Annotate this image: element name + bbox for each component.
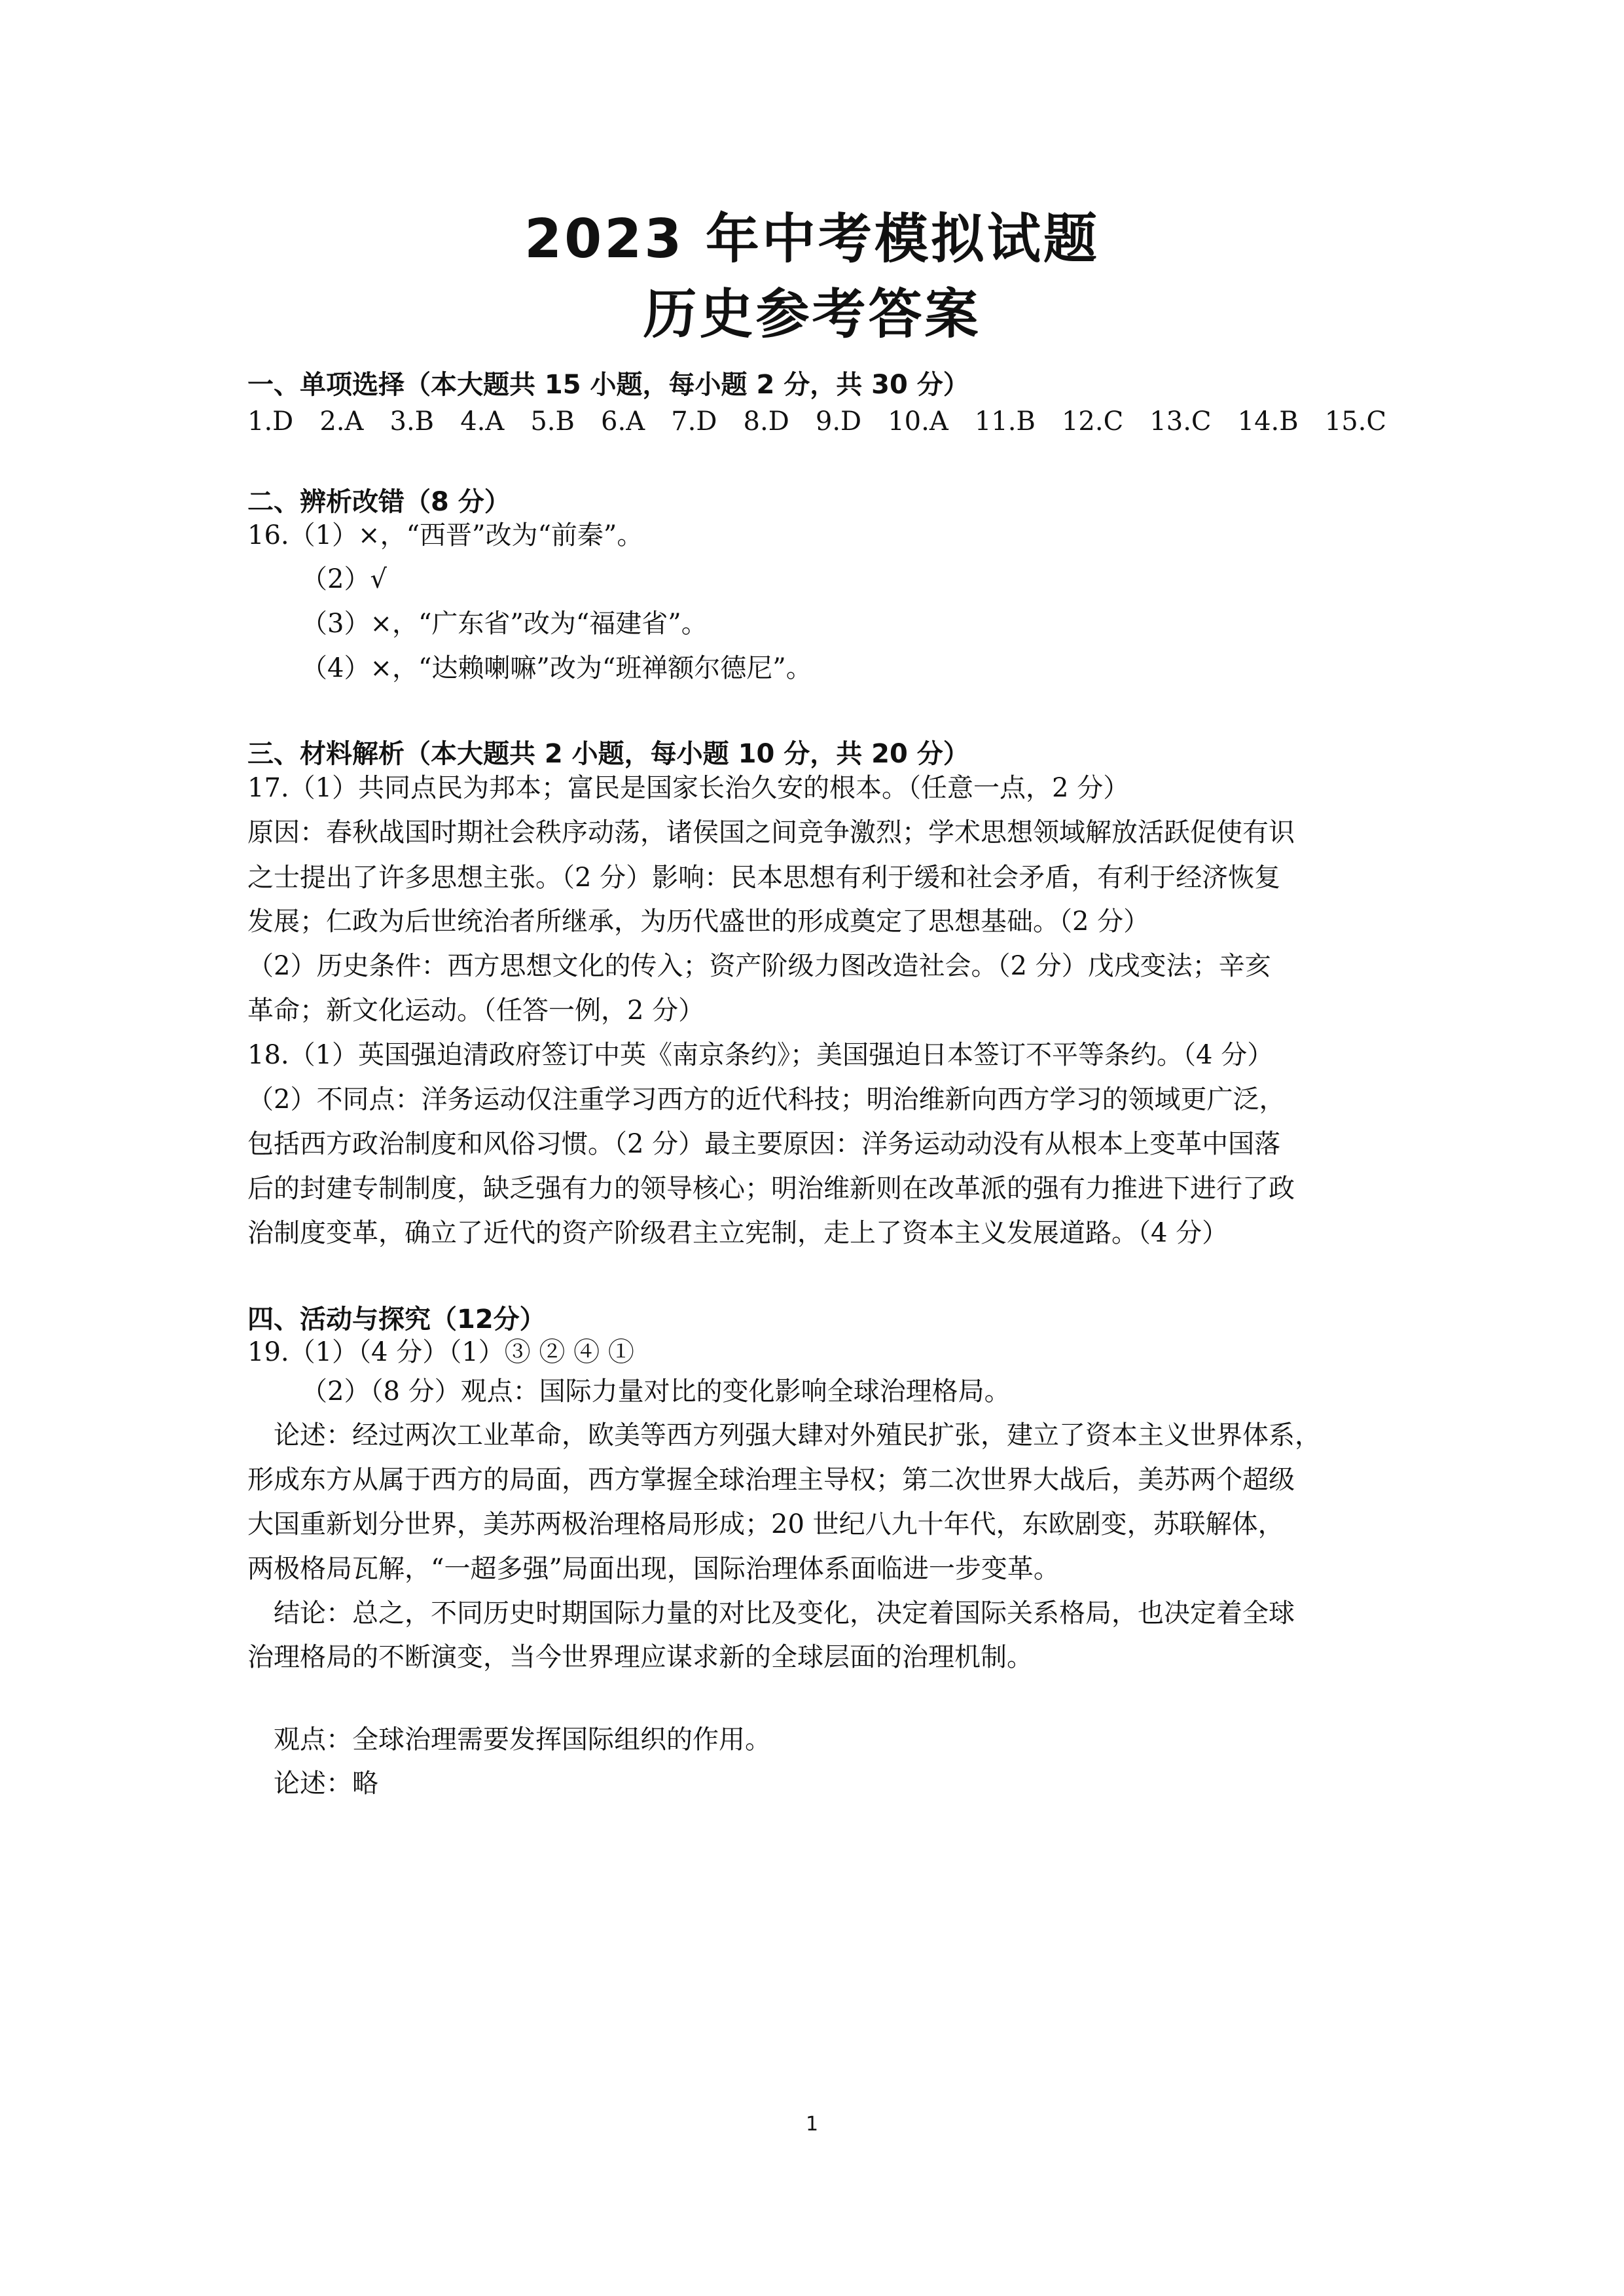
answer-16-line-3: （3）×，“广东省”改为“福建省”。	[301, 609, 708, 639]
answer-10: 10.A	[888, 406, 948, 437]
answer-18-line-3: 包括西方政治制度和风俗习惯。（2 分）最主要原因：洋务运动动没有从根本上变革中国落	[247, 1129, 1281, 1159]
answer-2: 2.A	[319, 406, 364, 437]
answer-19-line-4: 形成东方从属于西方的局面，西方掌握全球治理主导权；第二次世界大战后，美苏两个超级	[247, 1465, 1295, 1495]
answer-12: 12.C	[1061, 406, 1124, 437]
answer-7: 7.D	[671, 406, 717, 437]
section1-answer-row	[247, 406, 1386, 437]
answer-19-line-8: 治理格局的不断演变，当今世界理应谋求新的全球层面的治理机制。	[247, 1642, 1033, 1672]
answer-1: 1.D	[247, 406, 294, 437]
answer-13: 13.C	[1149, 406, 1212, 437]
answer-8: 8.D	[743, 406, 789, 437]
answer-17-line-3: 之士提出了许多思想主张。（2 分）影响：民本思想有利于缓和社会矛盾，有利于经济恢复	[247, 863, 1281, 893]
answer-16-line-4: （4）×，“达赖喇嘛”改为“班禅额尔德尼”。	[301, 653, 812, 683]
answer-19-line-1: 19.（1）（4 分）（1）③ ② ④ ①	[247, 1337, 634, 1367]
answer-18-line-2: （2）不同点：洋务运动仅注重学习西方的近代科技；明治维新向西方学习的领域更广泛，	[247, 1085, 1286, 1115]
answer-19-line-3: 论述：经过两次工业革命，欧美等西方列强大肆对外殖民扩张，建立了资本主义世界体系，	[274, 1420, 1321, 1450]
answer-18-line-5: 治制度变革，确立了近代的资产阶级君主立宪制，走上了资本主义发展道路。（4 分）	[247, 1218, 1229, 1248]
answer-18-line-1: 18.（1）英国强迫清政府签订中英《南京条约》；美国强迫日本签订不平等条约。（4 分）	[247, 1040, 1274, 1070]
answer-19-line-7: 结论：总之，不同历史时期国际力量的对比及变化，决定着国际关系格局，也决定着全球	[274, 1598, 1295, 1628]
answer-16-line-1: 16.（1）×，“西晋”改为“前秦”。	[247, 520, 643, 550]
answer-17-line-2: 原因：春秋战国时期社会秩序动荡，诸侯国之间竞争激烈；学术思想领域解放活跃促使有识	[247, 817, 1295, 848]
answer-17-line-4: 发展；仁政为后世统治者所继承，为历代盛世的形成奠定了思想基础。（2 分）	[247, 906, 1150, 937]
page-number: 1	[805, 2113, 819, 2136]
answer-14: 14.B	[1237, 406, 1299, 437]
section4-heading: 四、活动与探究（12分）	[247, 1304, 546, 1335]
section2-heading: 二、辨析改错（8 分）	[247, 487, 511, 517]
answer-17-line-5: （2）历史条件：西方思想文化的传入；资产阶级力图改造社会。（2 分）戊戌变法；辛亥	[247, 951, 1271, 981]
answer-19-line-2: （2）（8 分）观点：国际力量对比的变化影响全球治理格局。	[301, 1376, 1011, 1407]
answer-19-line-9: 观点：全球治理需要发挥国际组织的作用。	[274, 1725, 771, 1755]
answer-18-line-4: 后的封建专制制度，缺乏强有力的领导核心；明治维新则在改革派的强有力推进下进行了政	[247, 1174, 1295, 1204]
answer-17-line-1: 17.（1）共同点民为邦本；富民是国家长治久安的根本。（任意一点，2 分）	[247, 773, 1130, 803]
section3-heading: 三、材料解析（本大题共 2 小题，每小题 10 分，共 20 分）	[247, 739, 969, 769]
answer-15: 15.C	[1324, 406, 1386, 437]
answer-19-line-6: 两极格局瓦解，“一超多强”局面出现，国际治理体系面临进一步变革。	[247, 1554, 1060, 1584]
answer-16-line-2: （2）√	[301, 564, 387, 594]
answer-6: 6.A	[601, 406, 645, 437]
document-title: 2023 年中考模拟试题	[524, 208, 1100, 270]
answer-3: 3.B	[389, 406, 435, 437]
answer-17-line-6: 革命；新文化运动。（任答一例，2 分）	[247, 996, 705, 1026]
answer-19-line-10: 论述：略	[274, 1768, 378, 1799]
answer-5: 5.B	[530, 406, 575, 437]
section1-heading: 一、单项选择（本大题共 15 小题，每小题 2 分，共 30 分）	[247, 370, 969, 400]
answer-4: 4.A	[460, 406, 505, 437]
answer-9: 9.D	[815, 406, 862, 437]
document-subtitle: 历史参考答案	[643, 283, 981, 346]
answer-19-line-5: 大国重新划分世界，美苏两极治理格局形成；20 世纪八九十年代，东欧剧变，苏联解体，	[247, 1509, 1284, 1539]
answer-11: 11.B	[974, 406, 1036, 437]
